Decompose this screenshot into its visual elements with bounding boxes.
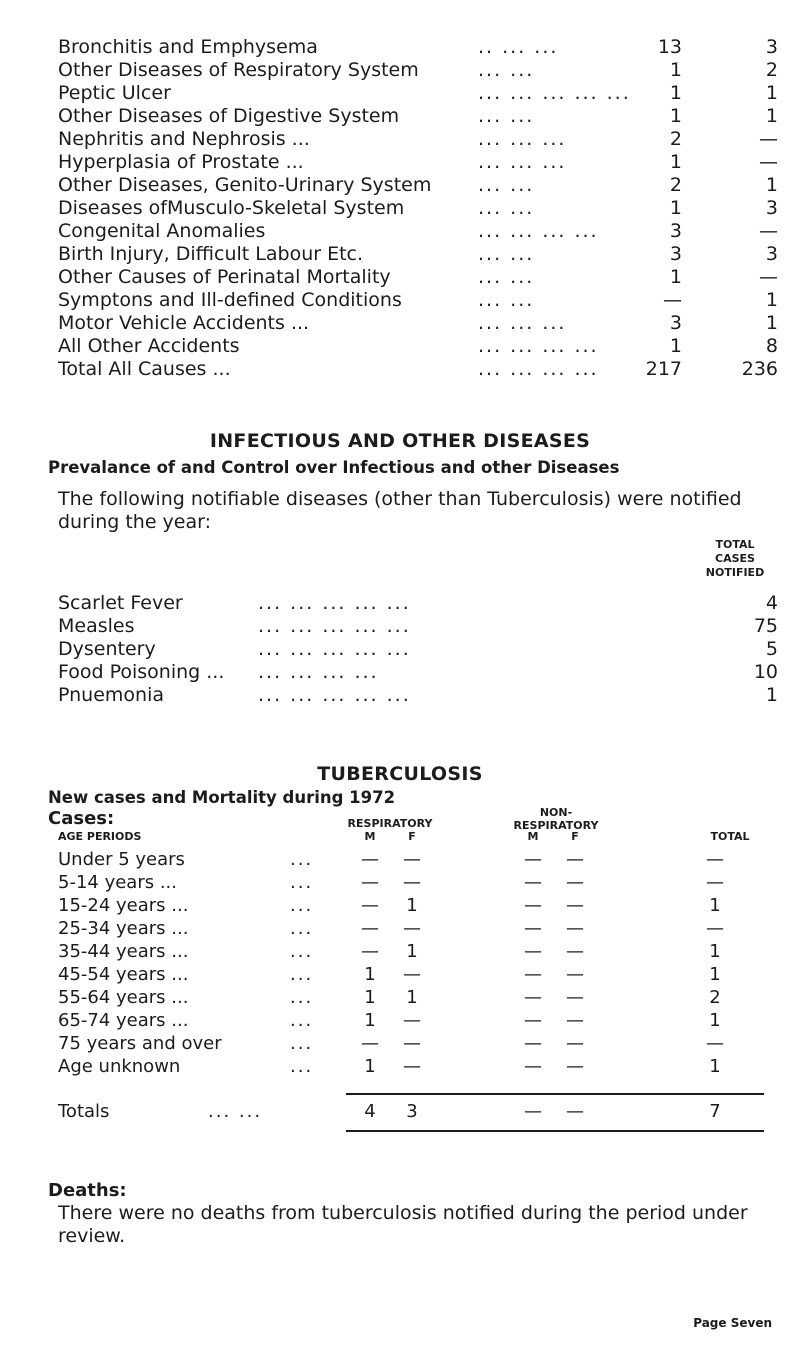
cause-value-1: 1 — [669, 151, 682, 173]
dot-leader: ... ... ... ... — [478, 335, 599, 357]
nonresp-m-value: — — [524, 849, 542, 870]
nonresp-m-value: — — [524, 964, 542, 985]
resp-m-value: 1 — [364, 1056, 376, 1077]
cause-name: Peptic Ulcer — [58, 82, 171, 104]
dot-leader: ... ... ... ... — [478, 220, 599, 242]
cause-value-1: 2 — [669, 128, 682, 150]
cause-name: Other Diseases of Digestive System — [58, 105, 400, 127]
nonresp-m-value: — — [524, 872, 542, 893]
totals-nonresp-m: — — [524, 1101, 542, 1122]
nonresp-f-value: — — [566, 895, 584, 916]
cause-name: Other Diseases, Genito-Urinary System — [58, 174, 432, 196]
dot-leader: ... — [290, 987, 314, 1008]
resp-f-value: — — [403, 872, 421, 893]
cause-value-1: 1 — [669, 266, 682, 288]
dot-leader: ... ... ... ... — [478, 358, 599, 380]
row-total-value: 1 — [709, 941, 721, 962]
disease-count: 1 — [765, 684, 778, 706]
row-total-value: — — [706, 1033, 724, 1054]
cause-value-2: — — [759, 128, 778, 150]
non-respiratory-header — [494, 806, 618, 832]
disease-count: 10 — [753, 661, 778, 683]
dot-leader: ... ... — [478, 197, 535, 219]
cause-value-1: 3 — [669, 243, 682, 265]
nonresp-m-value: — — [524, 918, 542, 939]
totals-top-rule — [346, 1093, 764, 1095]
nonresp-f-value: — — [566, 1010, 584, 1031]
cause-row — [58, 128, 778, 151]
header-line-total: TOTAL — [715, 538, 755, 551]
dot-leader: ... — [290, 1010, 314, 1031]
tb-row — [58, 848, 778, 871]
disease-name: Food Poisoning ... — [58, 661, 225, 683]
infectious-title: INFECTIOUS AND OTHER DISEASES — [209, 430, 591, 452]
dot-leader: ... ... ... ... — [258, 661, 379, 683]
cause-name: Motor Vehicle Accidents ... — [58, 312, 310, 334]
tb-title: TUBERCULOSIS — [317, 763, 483, 785]
resp-f-header: F — [408, 830, 416, 843]
dot-leader: ... ... — [478, 266, 535, 288]
header-line-cases: CASES — [715, 552, 755, 565]
dot-leader: ... ... ... — [478, 312, 567, 334]
cause-name: Nephritis and Nephrosis ... — [58, 128, 310, 150]
cause-value-2: 3 — [765, 197, 778, 219]
cause-name: Symptons and Ill-defined Conditions — [58, 289, 402, 311]
resp-f-value: 1 — [406, 941, 418, 962]
disease-count: 4 — [765, 592, 778, 614]
disease-row — [58, 684, 778, 707]
cause-value-2: 1 — [765, 174, 778, 196]
nonresp-f-value: — — [566, 964, 584, 985]
cause-row — [58, 243, 778, 266]
nonresp-f-value: — — [566, 918, 584, 939]
resp-m-value: 1 — [364, 964, 376, 985]
resp-f-value: — — [403, 849, 421, 870]
cause-row — [58, 59, 778, 82]
cause-name: Hyperplasia of Prostate ... — [58, 151, 304, 173]
cause-row — [58, 151, 778, 174]
dot-leader: ... — [290, 1056, 314, 1077]
nonresp-f-value: — — [566, 872, 584, 893]
totals-bottom-rule — [346, 1130, 764, 1132]
cause-row — [58, 197, 778, 220]
disease-row — [58, 592, 778, 615]
dot-leader: ... ... ... ... ... — [258, 684, 411, 706]
dot-leader: ... — [290, 849, 314, 870]
tb-row — [58, 940, 778, 963]
dot-leader: ... ... — [478, 174, 535, 196]
cause-value-1: 3 — [669, 220, 682, 242]
resp-m-value: 1 — [364, 987, 376, 1008]
age-periods-header: AGE PERIODS — [58, 830, 142, 843]
age-period: Under 5 years — [58, 849, 185, 870]
cause-value-2: — — [759, 220, 778, 242]
resp-f-value: — — [403, 918, 421, 939]
dot-leader: ... ... — [478, 243, 535, 265]
dot-leader: ... ... ... — [478, 128, 567, 150]
nonresp-f-value: — — [566, 1033, 584, 1054]
age-period: 5-14 years ... — [58, 872, 177, 893]
cause-value-2: 1 — [765, 312, 778, 334]
dot-leader: ... ... — [478, 105, 535, 127]
tb-row — [58, 917, 778, 940]
disease-count: 75 — [753, 615, 778, 637]
cause-value-1: — — [663, 289, 682, 311]
dot-leader: ... — [290, 1033, 314, 1054]
cause-row — [58, 266, 778, 289]
cause-value-2: 8 — [765, 335, 778, 357]
resp-m-header: M — [364, 830, 376, 843]
row-total-value: 1 — [709, 1010, 721, 1031]
nonresp-m-value: — — [524, 895, 542, 916]
cause-value-1: 217 — [645, 358, 682, 380]
cause-value-2: 2 — [765, 59, 778, 81]
resp-f-value: — — [403, 1056, 421, 1077]
cause-value-1: 13 — [657, 36, 682, 58]
cause-value-2: — — [759, 151, 778, 173]
resp-f-value: — — [403, 964, 421, 985]
causes-of-death-list — [58, 36, 778, 381]
row-total-value: — — [706, 849, 724, 870]
cause-row — [58, 36, 778, 59]
age-period: 65-74 years ... — [58, 1010, 189, 1031]
row-total-value: — — [706, 872, 724, 893]
age-period: 55-64 years ... — [58, 987, 189, 1008]
totals-leader: ... ... — [208, 1101, 263, 1122]
deaths-text: There were no deaths from tuberculosis notified during the period under review. — [58, 1202, 748, 1247]
dot-leader: ... ... — [478, 59, 535, 81]
notifiable-diseases-list — [58, 592, 778, 707]
cause-name: Diseases ofMusculo-Skeletal System — [58, 197, 405, 219]
nonresp-f-value: — — [566, 941, 584, 962]
totals-label: Totals — [58, 1101, 110, 1122]
cause-name: Congenital Anomalies — [58, 220, 266, 242]
resp-m-value: — — [361, 918, 379, 939]
cause-value-2: 1 — [765, 82, 778, 104]
cause-row — [58, 220, 778, 243]
disease-name: Measles — [58, 615, 135, 637]
tb-subtitle: New cases and Mortality during 1972 — [48, 788, 396, 807]
dot-leader: ... — [290, 964, 314, 985]
non-line: NON- — [539, 806, 573, 819]
cause-name: All Other Accidents — [58, 335, 240, 357]
age-period: 15-24 years ... — [58, 895, 189, 916]
total-header: TOTAL — [710, 830, 750, 843]
disease-count: 5 — [765, 638, 778, 660]
cause-value-2: 1 — [765, 105, 778, 127]
cause-value-1: 1 — [669, 105, 682, 127]
nonresp-f-header: F — [571, 830, 579, 843]
totals-total: 7 — [709, 1101, 721, 1122]
tb-table — [58, 848, 778, 1078]
nonresp-m-value: — — [524, 987, 542, 1008]
age-period: 25-34 years ... — [58, 918, 189, 939]
resp-f-value: — — [403, 1033, 421, 1054]
row-total-value: 1 — [709, 964, 721, 985]
cause-row — [58, 312, 778, 335]
dot-leader: ... — [290, 941, 314, 962]
cause-value-2: 1 — [765, 289, 778, 311]
totals-resp-m: 4 — [364, 1101, 376, 1122]
resp-m-value: — — [361, 849, 379, 870]
cause-name: Other Causes of Perinatal Mortality — [58, 266, 391, 288]
respiratory-header: RESPIRATORY — [347, 817, 433, 830]
cause-value-2: 3 — [765, 243, 778, 265]
resp-m-value: 1 — [364, 1010, 376, 1031]
age-period: 45-54 years ... — [58, 964, 189, 985]
tb-row — [58, 1009, 778, 1032]
row-total-value: — — [706, 918, 724, 939]
nonresp-m-value: — — [524, 1010, 542, 1031]
nonresp-f-value: — — [566, 987, 584, 1008]
header-line-notified: NOTIFIED — [705, 566, 765, 579]
resp-m-value: — — [361, 941, 379, 962]
cause-value-1: 1 — [669, 59, 682, 81]
resp-m-value: — — [361, 872, 379, 893]
tb-row — [58, 986, 778, 1009]
respiratory-line: RESPIRATORY — [513, 819, 599, 832]
cause-value-2: 3 — [765, 36, 778, 58]
dot-leader: ... — [290, 895, 314, 916]
dot-leader: ... ... ... ... ... — [258, 638, 411, 660]
tb-row — [58, 871, 778, 894]
resp-m-value: — — [361, 1033, 379, 1054]
total-cases-notified-header — [690, 538, 780, 580]
disease-row — [58, 615, 778, 638]
age-period: Age unknown — [58, 1056, 181, 1077]
cause-value-2: 236 — [741, 358, 778, 380]
row-total-value: 2 — [709, 987, 721, 1008]
row-total-value: 1 — [709, 1056, 721, 1077]
dot-leader: ... — [290, 872, 314, 893]
nonresp-f-value: — — [566, 849, 584, 870]
nonresp-m-value: — — [524, 941, 542, 962]
tb-row — [58, 894, 778, 917]
deaths-title: Deaths: — [48, 1180, 127, 1201]
row-total-value: 1 — [709, 895, 721, 916]
cause-value-1: 2 — [669, 174, 682, 196]
cause-row — [58, 358, 778, 381]
cause-value-1: 1 — [669, 197, 682, 219]
cause-row — [58, 82, 778, 105]
cause-name: Total All Causes ... — [58, 358, 231, 380]
resp-m-value: — — [361, 895, 379, 916]
tb-totals-row — [58, 1100, 778, 1123]
page-footer: Page Seven — [693, 1316, 772, 1330]
disease-row — [58, 661, 778, 684]
cause-row — [58, 174, 778, 197]
nonresp-m-value: — — [524, 1033, 542, 1054]
cause-row — [58, 335, 778, 358]
dot-leader: ... ... ... ... ... — [258, 592, 411, 614]
disease-name: Dysentery — [58, 638, 156, 660]
totals-nonresp-f: — — [566, 1101, 584, 1122]
dot-leader: ... ... ... — [478, 151, 567, 173]
nonresp-m-header: M — [527, 830, 539, 843]
tb-row — [58, 1055, 778, 1078]
disease-name: Scarlet Fever — [58, 592, 183, 614]
nonresp-m-value: — — [524, 1056, 542, 1077]
dot-leader: ... — [290, 918, 314, 939]
disease-row — [58, 638, 778, 661]
age-period: 35-44 years ... — [58, 941, 189, 962]
tb-cases-label: Cases: — [48, 808, 115, 829]
cause-name: Other Diseases of Respiratory System — [58, 59, 419, 81]
disease-name: Pnuemonia — [58, 684, 164, 706]
age-period: 75 years and over — [58, 1033, 222, 1054]
dot-leader: ... ... ... ... ... — [258, 615, 411, 637]
resp-f-value: 1 — [406, 987, 418, 1008]
dot-leader: .. ... ... — [478, 36, 559, 58]
dot-leader: ... ... ... ... ... — [478, 82, 631, 104]
cause-value-1: 1 — [669, 335, 682, 357]
tb-row — [58, 1032, 778, 1055]
resp-f-value: — — [403, 1010, 421, 1031]
cause-name: Birth Injury, Difficult Labour Etc. — [58, 243, 364, 265]
cause-row — [58, 289, 778, 312]
tb-row — [58, 963, 778, 986]
cause-name: Bronchitis and Emphysema — [58, 36, 318, 58]
cause-value-2: — — [759, 266, 778, 288]
infectious-intro: The following notifiable diseases (other than Tuberculosis) were notified during the year: — [58, 488, 742, 533]
infectious-subtitle: Prevalance of and Control over Infectious and other Diseases — [48, 458, 620, 477]
resp-f-value: 1 — [406, 895, 418, 916]
cause-row — [58, 105, 778, 128]
dot-leader: ... ... — [478, 289, 535, 311]
cause-value-1: 1 — [669, 82, 682, 104]
cause-value-1: 3 — [669, 312, 682, 334]
totals-resp-f: 3 — [406, 1101, 418, 1122]
nonresp-f-value: — — [566, 1056, 584, 1077]
